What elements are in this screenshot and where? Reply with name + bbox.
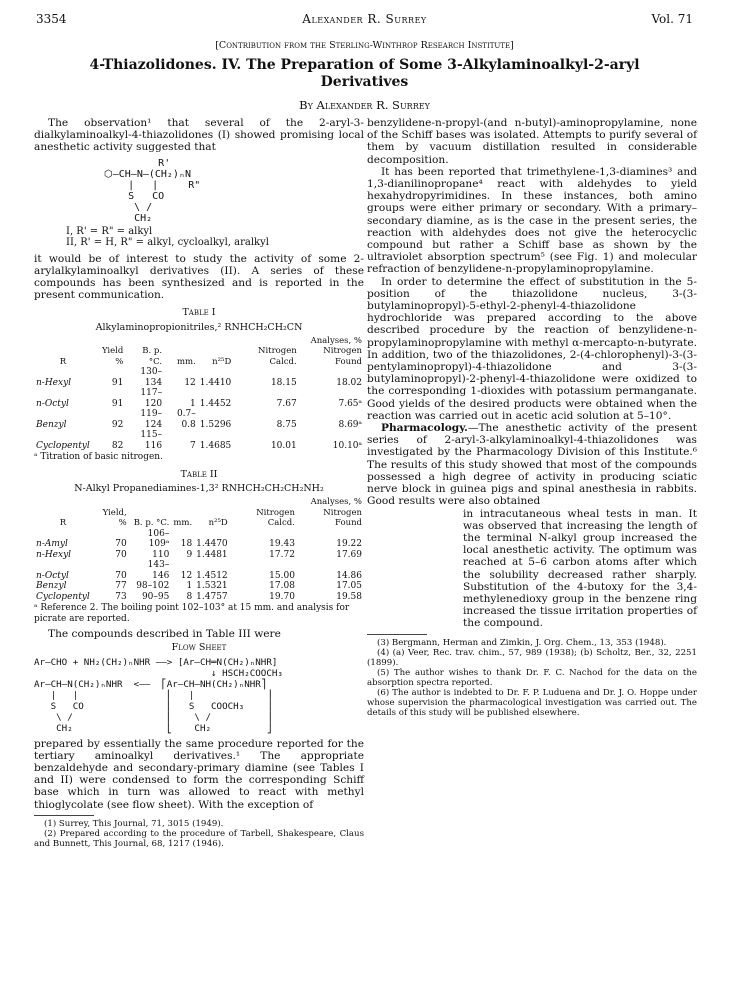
table-cell: 1.4512 bbox=[196, 570, 228, 581]
footnote: (2) Prepared according to the procedure of Tarbell, Shakespeare, Claus and Bunnett, This Journal, 68, 1217 (1946). bbox=[34, 828, 364, 849]
table-cell: 7.65ᵃ bbox=[338, 398, 362, 409]
table-cell: 8.69ᵃ bbox=[338, 419, 362, 430]
table-cell: 17.08 bbox=[269, 581, 295, 592]
table-cell: 8.75 bbox=[276, 419, 297, 430]
table-cell: 12 bbox=[184, 377, 196, 388]
table-cell: 70 bbox=[115, 539, 127, 550]
structure-formula: R' ⬡—CH—N—(CH₂)ₙN | | R" S CO \ / CH₂ bbox=[104, 157, 201, 224]
table-cell: 115–116 bbox=[140, 430, 163, 451]
footnote: (3) Bergmann, Herman and Zimkin, J. Org. Chem., 13, 353 (1948). bbox=[377, 637, 667, 648]
table-cell: 1.4452 bbox=[199, 398, 232, 409]
table-cell: 110 bbox=[152, 549, 170, 560]
column-header: mm. bbox=[173, 518, 193, 529]
table-cell: Benzyl bbox=[36, 581, 67, 592]
table-cell: 1.5296 bbox=[199, 419, 232, 430]
table-cell: 1.4685 bbox=[199, 440, 232, 451]
table-cell: 73 bbox=[115, 591, 127, 602]
contribution-line: [Contribution from the Sterling-Winthrop Research Institute] bbox=[215, 40, 514, 51]
volume-label: Vol. 71 bbox=[651, 12, 693, 26]
paragraph: in intracutaneous wheal tests in man. It was observed that increasing the length of the terminal N-alkyl group increased the local anesthetic activity. The optimum was reached at 5–6 carbon atoms after which the solubility decreased rather sharply. Substitution of the 4-butoxy for the 3,4-methylenedioxy group in the benzene ring increased the tissue irritation properties of the compound. bbox=[463, 507, 697, 630]
table-header-row bbox=[34, 336, 364, 347]
column-header: Yield, % bbox=[102, 507, 127, 529]
table-cell: 10.10ᵃ bbox=[332, 440, 362, 451]
footnote: (1) Surrey, This Journal, 71, 3015 (1949). bbox=[44, 818, 224, 829]
table-cell: 143–146 bbox=[147, 560, 170, 581]
paragraph: benzylidene-n-propyl-(and n-butyl)-aminopropylamine, none of the Schiff bases was isolated. Attempts to purify several of them by vacuum distillation resulted in considerable decomposition. bbox=[367, 117, 697, 166]
table-cell: 98–102 bbox=[136, 581, 170, 592]
paragraph: prepared by essentially the same procedure reported for the tertiary aminoalkyl derivatives.¹ The appropriate benzaldehyde and secondary-primary diamine (see Tables I and II) were condensed to form the corresponding Schiff base which in turn was allowed to react with methyl thioglycolate (see flow sheet). With the exception of bbox=[34, 737, 364, 811]
table-cell: 15.00 bbox=[269, 570, 295, 581]
table-cell: 17.05 bbox=[336, 581, 362, 592]
table-cell: 70 bbox=[115, 570, 127, 581]
section-heading: Pharmacology. bbox=[381, 422, 468, 435]
table-cell: 1.4410 bbox=[199, 377, 232, 388]
table-cell: 18 bbox=[180, 539, 193, 550]
paragraph: The observation¹ that several of the 2-aryl-3-dialkylaminoalkyl-4-thiazolidones (I) showed promising local anesthetic activity suggested that bbox=[34, 117, 364, 154]
table-row bbox=[34, 581, 364, 592]
column-header: Nitrogen Calcd. bbox=[256, 507, 295, 529]
column-header: Nitrogen Found bbox=[323, 507, 362, 529]
table-cell: 9 bbox=[186, 549, 193, 560]
table-cell: n-Amyl bbox=[36, 539, 68, 550]
table-note: ᵃ Titration of basic nitrogen. bbox=[34, 452, 163, 463]
analyses-label: Analyses, % bbox=[310, 335, 362, 346]
definition-i: I, R' = R" = alkyl bbox=[66, 225, 153, 237]
column-header: B. p. °C. bbox=[142, 346, 163, 367]
paragraph: It has been reported that trimethylene-1,3-diamines³ and 1,3-dianilinopropane⁴ react with aldehydes to yield hexahydropyrimidines. In these instances, both amino groups were either primary or secondary. With a primary–secondary diamine, as is the case in the present series, the reaction with aldehydes does not give the heterocyclic compound but rather a Schiff base as shown by the ultraviolet absorption spectrum⁵ (see Fig. 1) and molecular refraction of benzylidene-n-propylaminopropylamine. bbox=[367, 165, 697, 276]
table-cell: Cyclopentyl bbox=[36, 440, 90, 451]
table-cell: Benzyl bbox=[36, 419, 67, 430]
left-column bbox=[34, 117, 364, 849]
table-cell: n-Hexyl bbox=[36, 377, 72, 388]
table-cell: 7.67 bbox=[276, 398, 297, 409]
column-header: B. p. °C. bbox=[133, 518, 170, 529]
paragraph: The compounds described in Table III were bbox=[48, 628, 281, 641]
data-table-2 bbox=[34, 497, 364, 602]
table-row bbox=[34, 529, 364, 550]
column-header: n²⁵D bbox=[212, 356, 232, 367]
definition-ii: II, R' = H, R" = alkyl, cycloalkyl, aralkyl bbox=[66, 237, 269, 249]
table-cell: 19.58 bbox=[336, 591, 362, 602]
table-row bbox=[34, 560, 364, 581]
table-cell: 1.4470 bbox=[196, 539, 228, 550]
table-cell: 106–109ᵃ bbox=[147, 528, 170, 550]
table-cell: n-Octyl bbox=[36, 398, 69, 409]
table-row bbox=[34, 409, 364, 430]
column-header: n²⁵D bbox=[208, 518, 228, 529]
column-header: R bbox=[59, 356, 67, 367]
table-caption: Table I bbox=[182, 307, 216, 319]
table-cell: 10.01 bbox=[270, 440, 297, 451]
table-cell: 82 bbox=[111, 440, 124, 451]
table-cell: 91 bbox=[111, 398, 124, 409]
table-row bbox=[34, 430, 364, 451]
footnote-divider bbox=[367, 634, 427, 635]
table-cell: 70 bbox=[115, 549, 127, 560]
byline: By Alexander R. Surrey bbox=[299, 98, 430, 112]
table-cell: 91 bbox=[111, 377, 124, 388]
table-cell: 18.02 bbox=[336, 377, 362, 388]
table-row bbox=[34, 550, 364, 561]
table-cell: 90–95 bbox=[141, 591, 170, 602]
article-title: 4-Thiazolidones. IV. The Preparation of Some 3-Alkylaminoalkyl-2-aryl Derivatives bbox=[89, 57, 640, 90]
table-cell: Cyclopentyl bbox=[36, 591, 90, 602]
paragraph bbox=[367, 422, 697, 507]
table-cell: n-Hexyl bbox=[36, 549, 72, 560]
table-cell: 0.7–0.8 bbox=[176, 409, 196, 430]
table-caption: Table II bbox=[180, 468, 218, 480]
table-cell: 1 bbox=[190, 398, 196, 409]
table-subtitle: Alkylaminopropionitriles,² RNHCH₂CH₂CN bbox=[95, 321, 303, 333]
column-header: Yield % bbox=[101, 346, 124, 367]
flow-sheet-caption: Flow Sheet bbox=[171, 642, 227, 654]
running-author: Alexander R. Surrey bbox=[302, 12, 427, 26]
column-header: Nitrogen Calcd. bbox=[258, 346, 297, 367]
table-cell: 1.5321 bbox=[196, 581, 228, 592]
table-cell: 7 bbox=[190, 440, 196, 451]
table-header-row bbox=[34, 508, 364, 529]
paragraph: In order to determine the effect of substitution in the 5-position of the thiazolidone nucleus, 3-(3-butylaminopropyl)-5-ethyl-2-phenyl-4-thiazolidone hydrochloride was prepared according to the above described procedure by the reaction of benzylidene-n-propylaminopropylamine with methyl α-mercapto-n-butyrate. In addition, two of the thiazolidones, 2-(4-chlorophenyl)-3-(3-pentylaminopropyl)-4-thiazolidone and 3-(3-butylaminopropyl)-2-phenyl-4-thiazolidone were oxidized to the corresponding 1-dioxides with potassium permanganate. Good yields of the desired products were obtained when the reaction was carried out in acetic acid solution at 5–10°. bbox=[367, 275, 697, 422]
table-cell: 1.4481 bbox=[196, 549, 228, 560]
running-header bbox=[36, 12, 693, 30]
table-cell: 8 bbox=[186, 591, 193, 602]
table-cell: 1 bbox=[186, 581, 193, 592]
column-header: R bbox=[59, 518, 67, 529]
table-header-row bbox=[34, 346, 364, 367]
footnote-divider bbox=[34, 815, 94, 816]
table-cell: 117–120 bbox=[140, 388, 163, 409]
table-cell: 17.72 bbox=[269, 549, 295, 560]
table-row bbox=[34, 592, 364, 603]
table-subtitle: N-Alkyl Propanediamines-1,3² RNHCH₂CH₂CH₂NH₂ bbox=[74, 483, 324, 495]
table-cell: n-Octyl bbox=[36, 570, 69, 581]
table-cell: 12 bbox=[180, 570, 193, 581]
table-cell: 19.70 bbox=[269, 591, 295, 602]
table-cell: 1.4757 bbox=[196, 591, 228, 602]
paragraph: it would be of interest to study the activity of some 2-arylalkylaminoalkyl derivatives (II). A series of these compounds has been synthesized and is reported in the present communication. bbox=[34, 252, 364, 302]
table-cell: 19.22 bbox=[336, 539, 362, 550]
footnote: (6) The author is indebted to Dr. F. P. Luduena and Dr. J. O. Hoppe under whose supervision the pharmacological investigation was carried out. The details of this study will be published elsewhere. bbox=[367, 687, 697, 718]
table-cell: 119–124 bbox=[140, 409, 163, 430]
structure-definitions bbox=[66, 226, 364, 249]
footnote: (5) The author wishes to thank Dr. F. C. Nachod for the data on the absorption spectra reported. bbox=[367, 667, 697, 688]
table-row bbox=[34, 367, 364, 388]
table-cell: 17.69 bbox=[336, 549, 362, 560]
table-cell: 19.43 bbox=[269, 539, 295, 550]
footnote: (4) (a) Veer, Rec. trav. chim., 57, 989 (1938); (b) Scholtz, Ber., 32, 2251 (1899). bbox=[367, 647, 697, 668]
table-cell: 92 bbox=[111, 419, 124, 430]
analyses-label: Analyses, % bbox=[310, 497, 362, 508]
paragraph-text: —The anesthetic activity of the present series of 2-aryl-3-alkylaminoalkyl-4-thiazolidones was investigated by the Pharmacology Division of this Institute.⁶ The results of this study showed that most of the compounds possessed a high degree of activity in producing sciatic nerve block in guinea pigs and spinal anesthesia in rabbits. Good results were also obtained bbox=[367, 422, 697, 508]
table-cell: 77 bbox=[115, 581, 127, 592]
table-cell: 130–134 bbox=[140, 367, 163, 388]
table-cell: 18.15 bbox=[270, 377, 297, 388]
table-row bbox=[34, 388, 364, 409]
column-header: Nitrogen Found bbox=[323, 346, 362, 367]
data-table-1 bbox=[34, 336, 364, 452]
table-header-row bbox=[34, 497, 364, 508]
table-cell: 14.86 bbox=[336, 570, 362, 581]
flow-sheet-scheme: Ar—CHO + NH₂(CH₂)ₙNHR ——> [Ar—CH═N(CH₂)ₙNHR] ↓ HSCH₂COOCH₃ Ar—CH—N(CH₂)ₙNHR <—— ⎡Ar—CH—NH(CH₂)ₙNHR⎤ | | ⎢ | ⎥ S CO ⎢ S COOCH₃ ⎥ \ / ⎢ \ / ⎥ CH₂ ⎣ CH₂ ⎦ bbox=[34, 656, 283, 734]
right-column bbox=[367, 117, 697, 718]
page-number: 3354 bbox=[36, 12, 67, 26]
table-note: ᵃ Reference 2. The boiling point 102–103° at 15 mm. and analysis for picrate are reported. bbox=[34, 603, 350, 624]
column-header: mm. bbox=[176, 356, 196, 367]
